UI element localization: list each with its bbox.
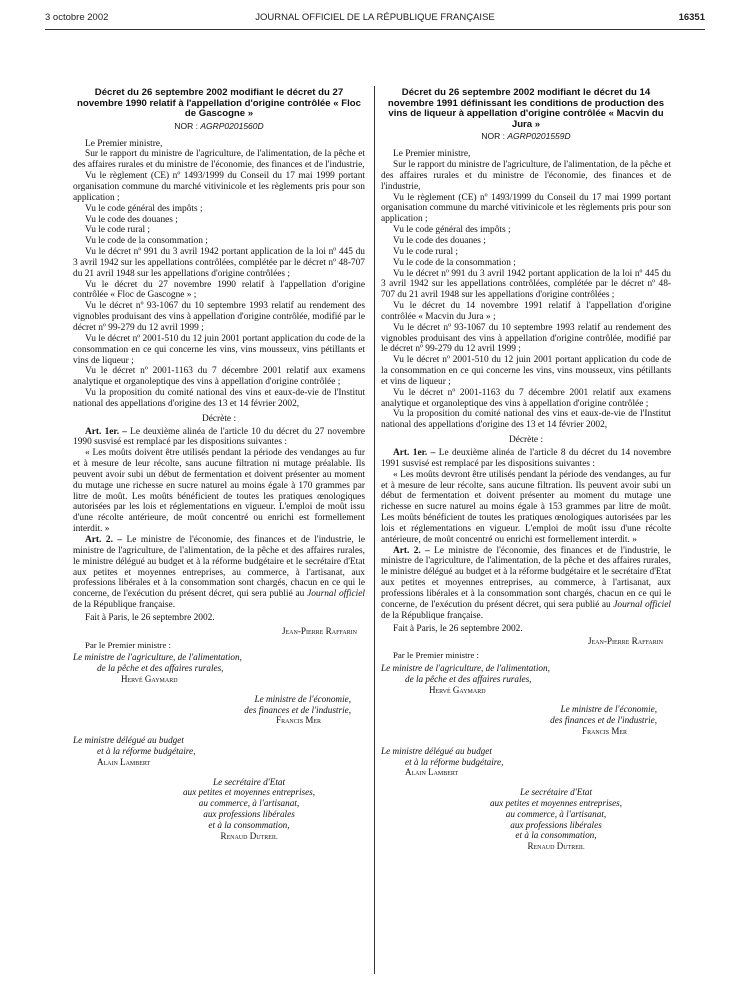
paragraph: Sur le rapport du ministre de l'agriculture, de l'alimentation, de la pêche et des affaires rurales et du ministre de l'économie, des finances et de l'industrie, [73,149,365,171]
paragraph: Vu le code des douanes ; [393,235,486,246]
secretary-of-state: Le secrétaire d'Etat aux petites et moyennes entreprises, au commerce, à l'artisanat, aux professions libérales et à la consommation, Renaud Dutreil [182,776,316,841]
paragraph: Vu le code général des impôts ; [85,203,203,214]
header-date: 3 octobre 2002 [45,12,109,23]
nor-reference: NOR : AGRP0201560D [174,120,264,131]
decree-title: Décret du 26 septembre 2002 modifiant le décret du 27 novembre 1990 relatif à l'appellation d'origine contrôlée « Floc de Gascogne » [77,87,361,120]
paragraph: Vu le code de la consommation ; [393,257,516,268]
paragraph: Vu le code de la consommation ; [85,236,208,247]
paragraph: Vu le code rural ; [85,225,151,236]
left-column [73,88,365,841]
column-divider [374,86,375,974]
economy-minister: Le ministre de l'économie, des finances et de l'industrie, Francis Mer [244,693,351,726]
agriculture-minister: Le ministre de l'agriculture, de l'alimentation, de la pêche et des affaires rurales, Hervé Gaymard [381,663,550,695]
header-journal-title: JOURNAL OFFICIEL DE LA RÉPUBLIQUE FRANÇAISE [255,12,495,23]
signing-date: Fait à Paris, le 26 septembre 2002. [393,623,523,634]
article-1-quote: « Les moûts devront être utilisés pendant la période des vendanges, au fur et à mesure de leur récolte, sans aucune filtration. Ils peuvent avoir subi un début de fermentation et doivent présenter au moment du mutage une richesse en sucre naturel au moins égale à 153 grammes par litre de moût. Les moûts bénéficient de toutes les pratiques œnologiques autorisées par les lois et réglementations en vigueur. L'emploi de moût issu d'une récolte antérieure, de moût concentré ou enrichi est formellement interdit. » [381,469,671,545]
paragraph: Vu le décret nº 2001-1163 du 7 décembre 2001 relatif aux examens analytique et organoleptique des vins à appellation d'origine contrôlée ; [73,366,365,388]
par-premier-ministre: Par le Premier ministre : [393,650,479,661]
signing-date: Fait à Paris, le 26 septembre 2002. [85,612,215,623]
right-column [381,88,671,852]
agriculture-minister: Le ministre de l'agriculture, de l'alimentation, de la pêche et des affaires rurales, Hervé Gaymard [73,652,242,685]
paragraph: Vu le code des douanes ; [85,214,178,225]
article-2: Art. 2. – Le ministre de l'économie, des finances et de l'industrie, le ministre de l'agriculture, de l'alimentation, de la pêche et des affaires rurales, le ministre délégué au budget et à la réforme budgétaire et le secrétaire d'Etat aux petites et moyennes entreprises, au commerce, à l'artisanat, aux professions libérales et à la consommation sont chargés, chacun en ce qui le concerne, de l'exécution du présent décret, qui sera publié au Journal officiel de la République française. [381,545,671,621]
article-1: Art. 1er. – Le deuxième alinéa de l'article 10 du décret du 27 novembre 1990 susvisé est remplacé par les dispositions suivantes : [73,426,366,448]
paragraph: Vu le décret du 27 novembre 1990 relatif à l'appellation d'origine contrôlée « Floc de Gascogne » ; [73,279,365,301]
header-rule [45,29,705,30]
paragraph: Vu le décret nº 991 du 3 avril 1942 portant application de la loi nº 445 du 3 avril 1942 sur les appellations contrôlées, complétée par le décret nº 48-707 du 21 avril 1948 sur les appellations d'origine contrôlées ; [73,247,365,279]
paragraph: Vu le code rural ; [393,246,459,257]
paragraph: Vu le décret nº 2001-510 du 12 juin 2001 portant application du code de la consommation en ce qui concerne les vins, vins mousseux, vins pétillants et vins de liqueur ; [73,333,365,366]
paragraph: Vu le décret nº 2001-1163 du 7 décembre 2001 relatif aux examens analytique et organoleptique des vins à appellation d'origine contrôlée ; [381,387,671,409]
paragraph: Vu la proposition du comité national des vins et eaux-de-vie de l'Institut national des appellations d'origine des 13 et 14 février 2002, [381,409,671,431]
article-1: Art. 1er. – Le deuxième alinéa de l'article 8 du décret du 14 novembre 1991 susvisé est remplacé par les dispositions suivantes : [381,448,672,469]
paragraph: Vu le décret du 14 novembre 1991 relatif à l'appellation d'origine contrôlée « Macvin du Jura » ; [381,301,671,322]
pm-signature: Jean-Pierre Raffarin [281,625,357,636]
decrete-heading: Décrète : [201,413,237,424]
paragraph: Le Premier ministre, [393,149,471,160]
paragraph: Vu le décret nº 93-1067 du 10 septembre 1993 relatif au rendement des vignobles produisant des vins à appellation d'origine contrôlée, modifié par le décret nº 99-279 du 12 avril 1999 ; [73,301,365,333]
budget-minister: Le ministre délégué au budget et à la réforme budgétaire, Alain Lambert [381,745,504,778]
article-2: Art. 2. – Le ministre de l'économie, des finances et de l'industrie, le ministre de l'agriculture, de l'alimentation, de la pêche et des affaires rurales, le ministre délégué au budget et à la réforme budgétaire et le secrétaire d'Etat aux petites et moyennes entreprises, au commerce, à l'artisanat, aux professions libérales et à la consommation sont chargés, chacun en ce qui le concerne, de l'exécution du présent décret, qui sera publié au Journal officiel de la République française. [73,535,365,611]
paragraph: Vu le décret nº 93-1067 du 10 septembre 1993 relatif au rendement des vignobles produisant des vins à appellation d'origine contrôlée, modifié par le décret nº 99-279 du 12 avril 1999 ; [381,322,671,355]
article-1-quote: « Les moûts doivent être utilisés pendant la période des vendanges au fur et à mesure de leur récolte, sans aucune filtration ni mutage préalable. Ils peuvent avoir subi un début de fermentation et doivent présenter au moment du mutage une richesse en sucre naturel au moins égale à 170 grammes par litre de moût. Les moûts bénéficient de toutes les pratiques œnologiques autorisées par les lois et réglementations en vigueur. L'emploi de moût issu d'une récolte antérieure, de moût concentré ou enrichi est formellement interdit. » [73,448,365,535]
decrete-heading: Décrète : [508,435,544,446]
paragraph: Le Premier ministre, [85,138,163,149]
paragraph: Sur le rapport du ministre de l'agriculture, de l'alimentation, de la pêche et des affaires rurales et du ministre de l'économie, des finances et de l'industrie, [381,160,671,192]
paragraph: Vu le décret nº 991 du 3 avril 1942 portant application de la loi nº 445 du 3 avril 1942 sur les appellations contrôlées, complétée par le décret nº 48-707 du 21 avril 1948 sur les appellations d'origine contrôlées ; [381,268,671,301]
paragraph: Vu le code général des impôts ; [393,225,511,236]
header-page-number: 16351 [678,12,705,23]
economy-minister: Le ministre de l'économie, des finances et de l'industrie, Francis Mer [550,704,657,737]
pm-signature: Jean-Pierre Raffarin [587,636,663,647]
secretary-of-state: Le secrétaire d'Etat aux petites et moyennes entreprises, au commerce, à l'artisanat, aux professions libérales et à la consommation, Renaud Dutreil [489,787,623,852]
paragraph: Vu le règlement (CE) nº 1493/1999 du Conseil du 17 mai 1999 portant organisation commune du marché vitivinicole et les règlements pris pour son application ; [381,192,671,225]
par-premier-ministre: Par le Premier ministre : [85,639,171,650]
page-header [45,12,705,26]
paragraph: Vu le règlement (CE) nº 1493/1999 du Conseil du 17 mai 1999 portant organisation commune du marché vitivinicole et les règlements pris pour son application ; [73,171,365,203]
paragraph: Vu la proposition du comité national des vins et eaux-de-vie de l'Institut national des appellations d'origine des 13 et 14 février 2002, [73,388,365,409]
budget-minister: Le ministre délégué au budget et à la réforme budgétaire, Alain Lambert [73,735,196,767]
nor-reference: NOR : AGRP0201559D [481,131,571,142]
decree-title: Décret du 26 septembre 2002 modifiant le décret du 14 novembre 1991 définissant les conditions de production des vins de liqueur à appellation d'origine contrôlée « Macvin du Jura » [387,87,665,130]
paragraph: Vu le décret nº 2001-510 du 12 juin 2001 portant application du code de la consommation en ce qui concerne les vins, vins mousseux, vins pétillants et vins de liqueur ; [381,355,671,387]
